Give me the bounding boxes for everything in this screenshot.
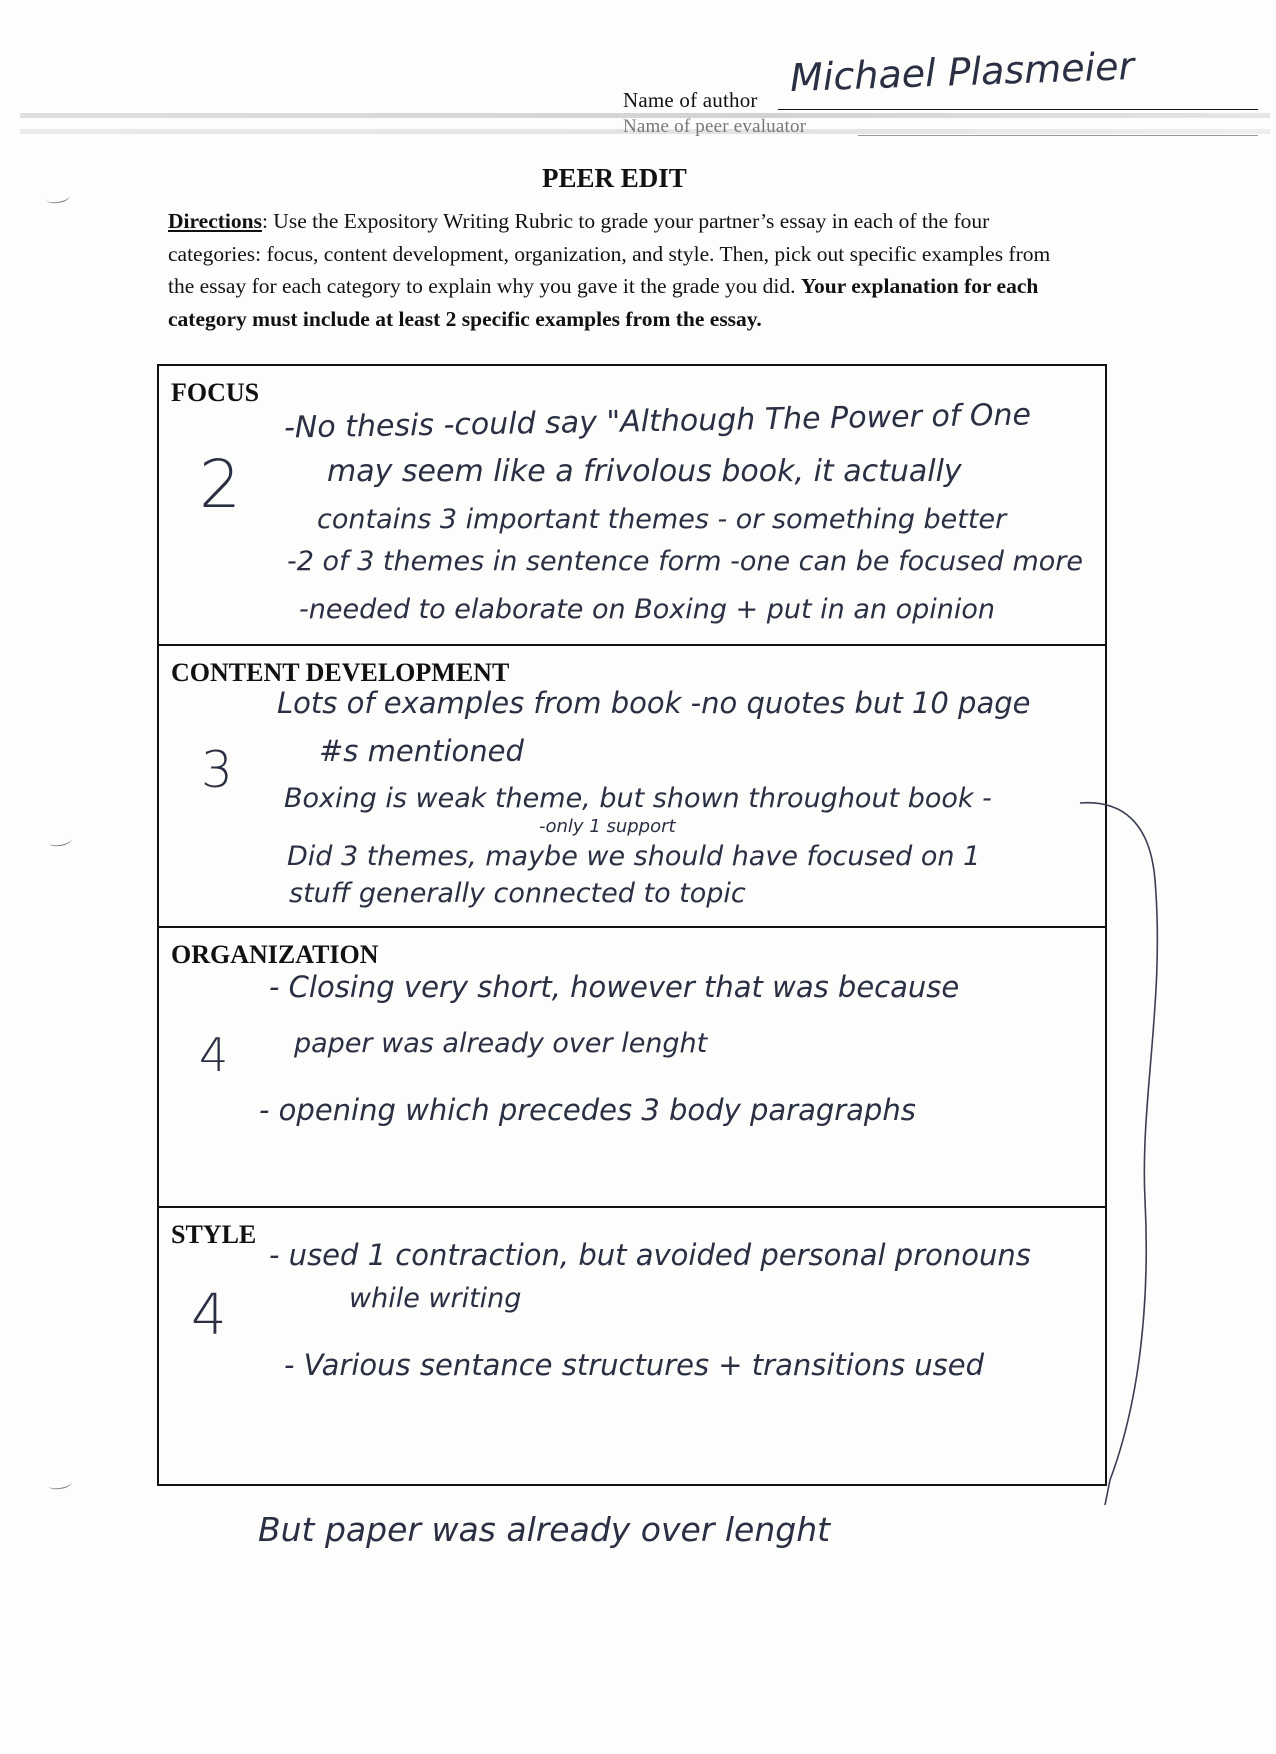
focus-comment-line: may seem like a frivolous book, it actually (327, 454, 962, 489)
directions-requirement: Your explanation for each category must include at least 2 specific examples from the essay. (168, 274, 1039, 331)
footer-handwritten-note: But paper was already over lenght (258, 1510, 831, 1549)
content-comment-line: stuff generally connected to topic (289, 878, 746, 909)
style-comment-line: - Various sentance structures + transitions used (284, 1348, 985, 1382)
margin-mark (47, 833, 73, 848)
content-comment-line: Did 3 themes, maybe we should have focused on 1 (287, 841, 981, 872)
evaluator-label: Name of peer evaluator (623, 116, 807, 137)
directions (168, 205, 1068, 335)
focus-comment-line: -needed to elaborate on Boxing + put in an opinion (299, 594, 996, 625)
content-comment-line: Lots of examples from book -no quotes but 10 page (277, 686, 1031, 720)
content-development-section (159, 646, 1105, 928)
organization-comment-line: paper was already over lenght (294, 1028, 708, 1059)
organization-grade: 4 (199, 1028, 229, 1082)
organization-comment-line: - Closing very short, however that was because (269, 970, 960, 1004)
author-underline (778, 109, 1258, 110)
style-comment-line: - used 1 contraction, but avoided personal pronouns (269, 1238, 1031, 1272)
content-development-label: CONTENT DEVELOPMENT (171, 658, 510, 687)
author-label: Name of author (623, 88, 758, 112)
page-title: PEER EDIT (542, 163, 687, 193)
style-comment-line: while writing (349, 1283, 522, 1314)
focus-section (159, 366, 1105, 646)
content-development-grade: 3 (201, 741, 233, 799)
content-comment-line: -only 1 support (539, 816, 676, 837)
evaluator-underline (858, 135, 1258, 136)
organization-label: ORGANIZATION (171, 940, 379, 969)
style-label: STYLE (171, 1220, 257, 1249)
focus-comment-line: -2 of 3 themes in sentence form -one can be focused more (287, 546, 1083, 577)
directions-lead: Directions (168, 209, 262, 233)
content-comment-line: Boxing is weak theme, but shown throughout book - (284, 783, 992, 814)
margin-mark (45, 190, 71, 205)
margin-mark (47, 1476, 73, 1491)
author-name-handwritten: Michael Plasmeier (789, 44, 1135, 100)
directions-text: : Use the Expository Writing Rubric to grade your partner’s essay in each of the four categories: focus, content development, organization, and style. Then, pick out specific examples from the essay for each category to explain why you gave it the grade you did. (168, 209, 1051, 298)
focus-label: FOCUS (171, 378, 260, 407)
organization-comment-line: - opening which precedes 3 body paragraphs (259, 1093, 916, 1127)
rubric-table (157, 364, 1107, 1486)
content-comment-line: #s mentioned (319, 734, 524, 768)
focus-comment-line: contains 3 important themes - or something better (317, 504, 1007, 535)
style-section (159, 1208, 1105, 1484)
focus-comment-line: -No thesis -could say "Although The Power of One (283, 397, 1032, 446)
organization-section (159, 928, 1105, 1208)
style-grade: 4 (191, 1283, 227, 1348)
focus-grade: 2 (199, 446, 241, 523)
